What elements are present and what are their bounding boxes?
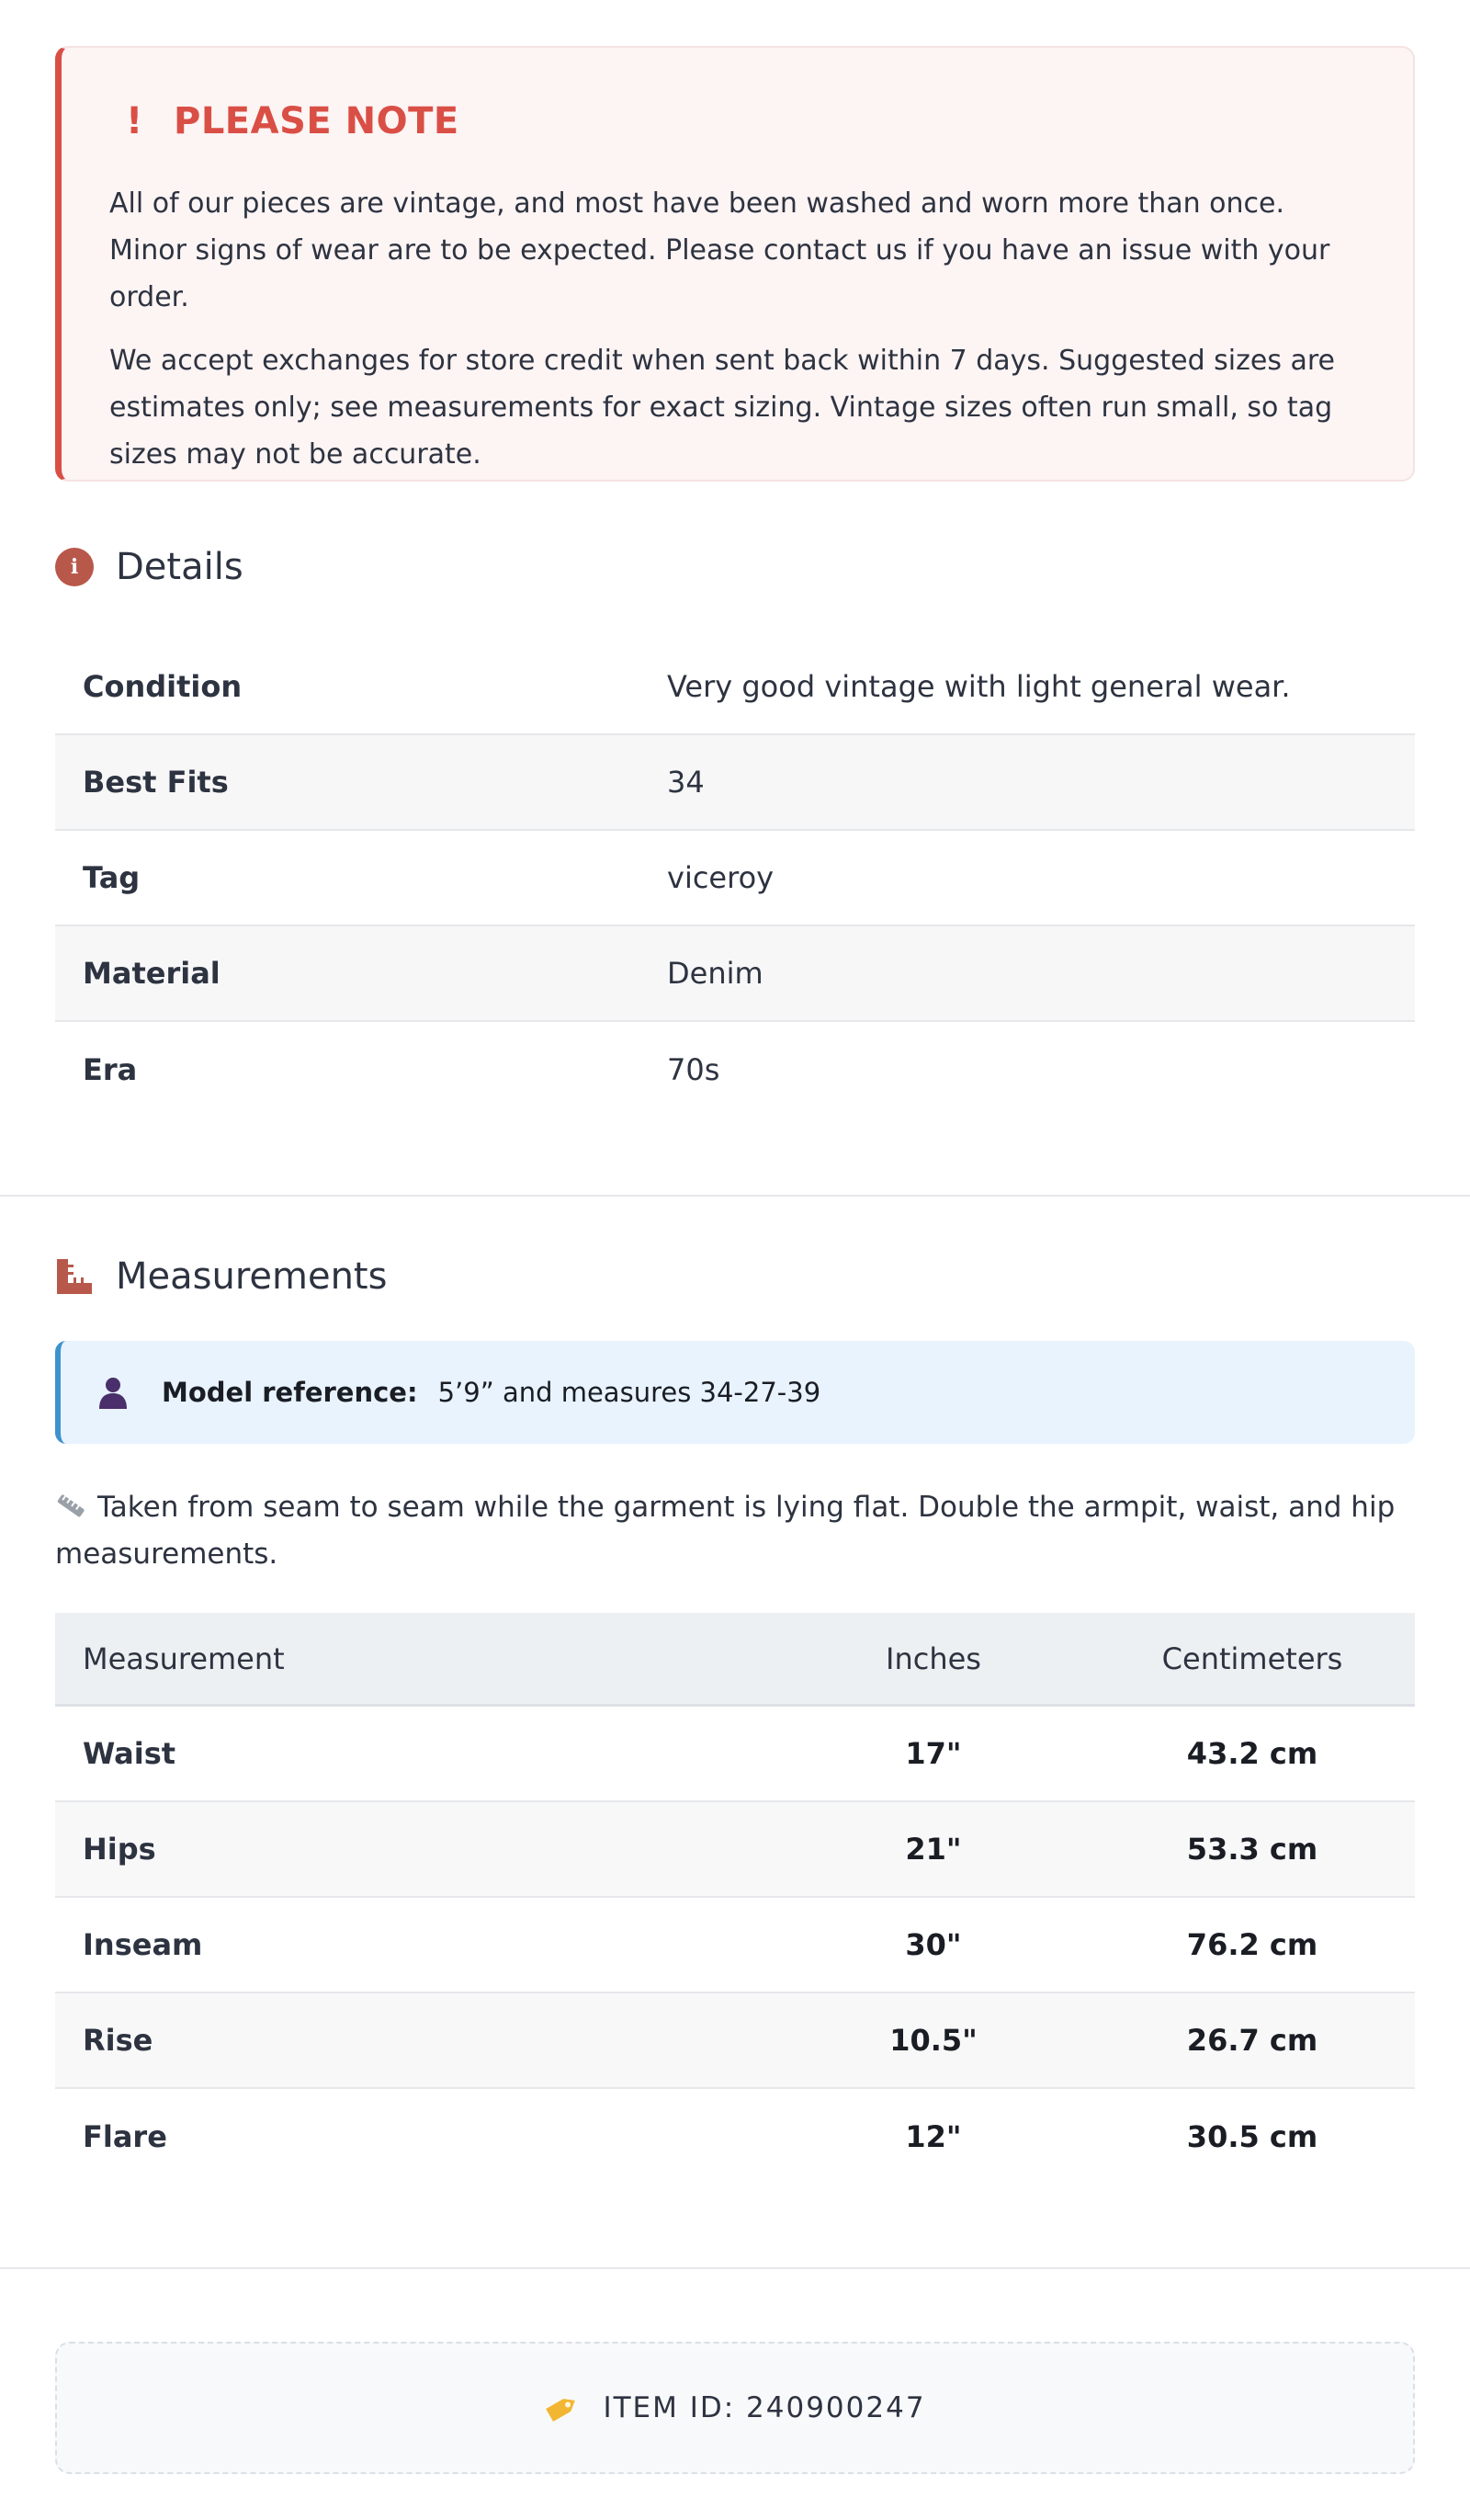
measurement-cm: 26.7 cm (1186, 2023, 1318, 2058)
measurement-cm: 53.3 cm (1186, 1832, 1318, 1867)
measurements-heading (55, 1255, 387, 1298)
measurement-inches: 12" (905, 2119, 962, 2154)
model-reference-callout (55, 1341, 1415, 1444)
measurement-name: Hips (83, 1832, 156, 1867)
details-key: Condition (83, 669, 243, 704)
measurement-name: Waist (83, 1736, 176, 1771)
measurement-inches: 21" (905, 1832, 962, 1867)
measurement-row-flare (55, 2089, 1415, 2185)
details-value: viceroy (667, 860, 775, 895)
details-row-material (55, 926, 1415, 1022)
details-row-condition (55, 640, 1415, 735)
exclamation-icon: ! (126, 100, 143, 142)
measurements-table (55, 1613, 1415, 2185)
column-header-measurement: Measurement (83, 1640, 285, 1676)
details-key: Era (83, 1052, 138, 1087)
details-key: Material (83, 956, 220, 991)
measurement-name: Inseam (83, 1927, 203, 1962)
measurement-inches: 10.5" (889, 2023, 978, 2058)
notice-paragraph-vintage: All of our pieces are vintage, and most have been washed and worn more than once. Minor signs of wear are to be expected. Please contact us if you have an issue with your order. (109, 187, 1330, 313)
person-icon (97, 1376, 129, 1409)
model-reference-value: 5’9” and measures 34-27-39 (437, 1377, 821, 1408)
details-value: Very good vintage with light general wear. (667, 669, 1291, 704)
details-table (55, 640, 1415, 1118)
details-row-tag (55, 831, 1415, 926)
measuring-note (55, 1484, 1415, 1578)
measurement-inches: 17" (905, 1736, 962, 1771)
notice-header (109, 101, 1365, 142)
ruler-icon (55, 1257, 94, 1296)
please-note-notice (55, 46, 1415, 482)
model-reference-label: Model reference: (162, 1377, 418, 1408)
details-value: Denim (667, 956, 763, 991)
section-divider (0, 2267, 1470, 2269)
measurement-inches: 30" (905, 1927, 962, 1962)
info-icon: i (55, 548, 94, 586)
measurement-cm: 30.5 cm (1186, 2119, 1318, 2154)
tag-icon (544, 2391, 581, 2424)
details-title: Details (116, 546, 243, 588)
measurement-row-hips (55, 1802, 1415, 1898)
details-key: Tag (83, 860, 141, 895)
measurement-row-waist (55, 1707, 1415, 1802)
column-header-centimeters: Centimeters (1161, 1640, 1343, 1676)
details-heading (55, 546, 243, 588)
details-row-best-fits (55, 735, 1415, 831)
measurement-cm: 76.2 cm (1186, 1927, 1318, 1962)
section-divider (0, 1195, 1470, 1197)
measuring-note-text: Taken from seam to seam while the garment is lying flat. Double the armpit, waist, and hip measurements. (55, 1491, 1396, 1571)
details-value: 70s (667, 1052, 720, 1087)
item-id-text: ITEM ID: 240900247 (603, 2391, 926, 2424)
item-id-box (55, 2342, 1415, 2474)
measurements-title: Measurements (116, 1255, 388, 1298)
measurement-name: Flare (83, 2119, 167, 2154)
details-row-era (55, 1022, 1415, 1118)
measurement-row-inseam (55, 1898, 1415, 1993)
measurements-table-header (55, 1613, 1415, 1707)
notice-paragraph-exchanges: We accept exchanges for store credit when sent back within 7 days. Suggested sizes are estimates only; see measurements for exact sizing. Vintage sizes often run small, so tag sizes may not be accurate. (109, 345, 1336, 471)
measurement-name: Rise (83, 2023, 153, 2058)
measurement-cm: 43.2 cm (1186, 1736, 1318, 1771)
measurement-row-rise (55, 1993, 1415, 2089)
notice-title: PLEASE NOTE (174, 100, 459, 142)
details-key: Best Fits (83, 765, 229, 800)
pencil-icon (55, 1493, 88, 1520)
column-header-inches: Inches (886, 1640, 981, 1676)
details-value: 34 (667, 765, 705, 800)
